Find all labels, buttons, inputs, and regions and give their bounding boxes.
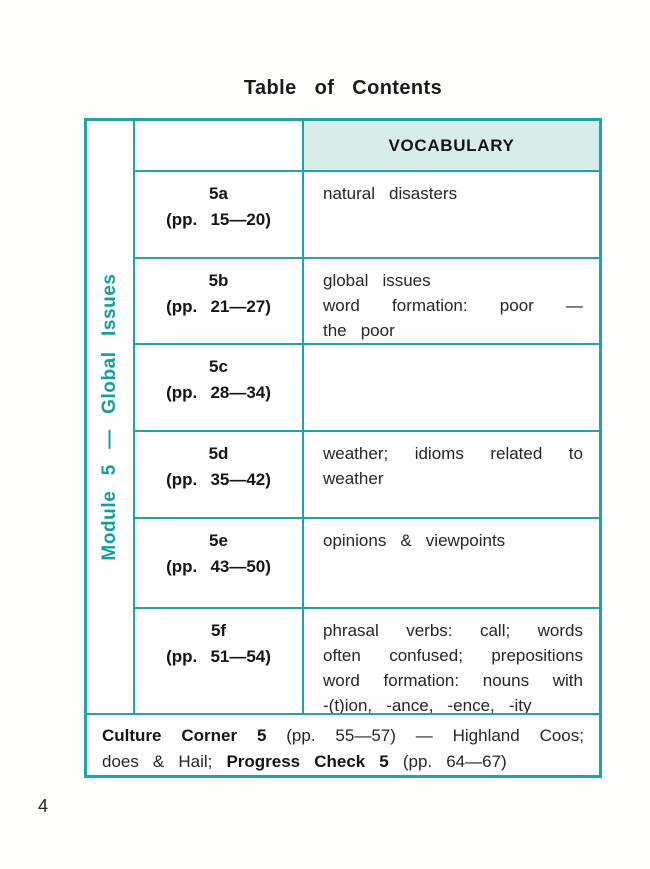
table-row bbox=[135, 343, 599, 430]
section-id: 5d bbox=[208, 444, 229, 463]
culture-corner-topics: does & Hail; bbox=[102, 752, 213, 771]
section-cell bbox=[135, 345, 304, 430]
progress-check-label: Progress Check 5 bbox=[226, 752, 389, 771]
section-cell bbox=[135, 172, 304, 257]
progress-check-pages: (pp. 64—67) bbox=[402, 752, 507, 771]
section-id: 5e bbox=[209, 531, 228, 550]
table-row bbox=[135, 170, 599, 257]
page-number: 4 bbox=[38, 796, 49, 816]
table-row bbox=[135, 257, 599, 343]
vocab-line: word formation: poor — bbox=[323, 296, 583, 315]
page-title: Table of Contents bbox=[243, 77, 443, 99]
vocab-line: natural disasters bbox=[323, 184, 458, 203]
section-pages: (pp. 43—50) bbox=[166, 557, 271, 576]
section-pages: (pp. 51—54) bbox=[166, 647, 271, 666]
section-pages: (pp. 21—27) bbox=[166, 297, 271, 316]
vocab-line: word formation: nouns with bbox=[323, 671, 583, 690]
vocab-line: opinions & viewpoints bbox=[323, 531, 506, 550]
table-row bbox=[135, 517, 599, 607]
module-column bbox=[87, 121, 135, 713]
vocab-line: often confused; prepositions bbox=[323, 646, 583, 665]
vocab-cell bbox=[304, 432, 599, 517]
section-id: 5f bbox=[210, 621, 227, 640]
section-cell bbox=[135, 259, 304, 343]
section-id: 5c bbox=[209, 357, 228, 376]
vocab-line: weather; idioms related to bbox=[323, 444, 583, 463]
vocab-cell bbox=[304, 345, 599, 430]
section-pages: (pp. 15—20) bbox=[166, 210, 271, 229]
section-pages: (pp. 28—34) bbox=[166, 383, 271, 402]
vocab-line: weather bbox=[323, 469, 384, 488]
table-body bbox=[87, 121, 599, 713]
section-cell bbox=[135, 432, 304, 517]
footer-line bbox=[102, 749, 584, 775]
section-pages: (pp. 35—42) bbox=[166, 470, 271, 489]
vocabulary-column-header: VOCABULARY bbox=[304, 121, 599, 170]
section-id: 5b bbox=[208, 271, 229, 290]
header-row bbox=[135, 121, 599, 170]
table-of-contents bbox=[84, 118, 602, 778]
vocab-line: global issues bbox=[323, 271, 431, 290]
module-label: Module 5 — Global Issues bbox=[99, 273, 120, 561]
table-row bbox=[135, 430, 599, 517]
section-cell bbox=[135, 519, 304, 607]
vocab-line: phrasal verbs: call; words bbox=[323, 621, 583, 640]
vocab-cell bbox=[304, 172, 599, 257]
footer-row bbox=[87, 713, 599, 775]
footer-line bbox=[102, 723, 584, 749]
table-rows bbox=[135, 121, 599, 713]
culture-corner-label: Culture Corner 5 bbox=[102, 726, 267, 745]
vocab-cell bbox=[304, 259, 599, 343]
culture-corner-pages: (pp. 55—57) — Highland Coos; bbox=[286, 726, 584, 745]
section-id: 5a bbox=[209, 184, 228, 203]
header-empty-cell bbox=[135, 121, 304, 170]
section-cell bbox=[135, 609, 304, 715]
table-row bbox=[135, 607, 599, 715]
vocab-cell bbox=[304, 519, 599, 607]
vocab-cell bbox=[304, 609, 599, 715]
vocab-line: the poor bbox=[323, 321, 395, 340]
vocab-line: -(t)ion, -ance, -ence, -ity bbox=[323, 696, 532, 715]
